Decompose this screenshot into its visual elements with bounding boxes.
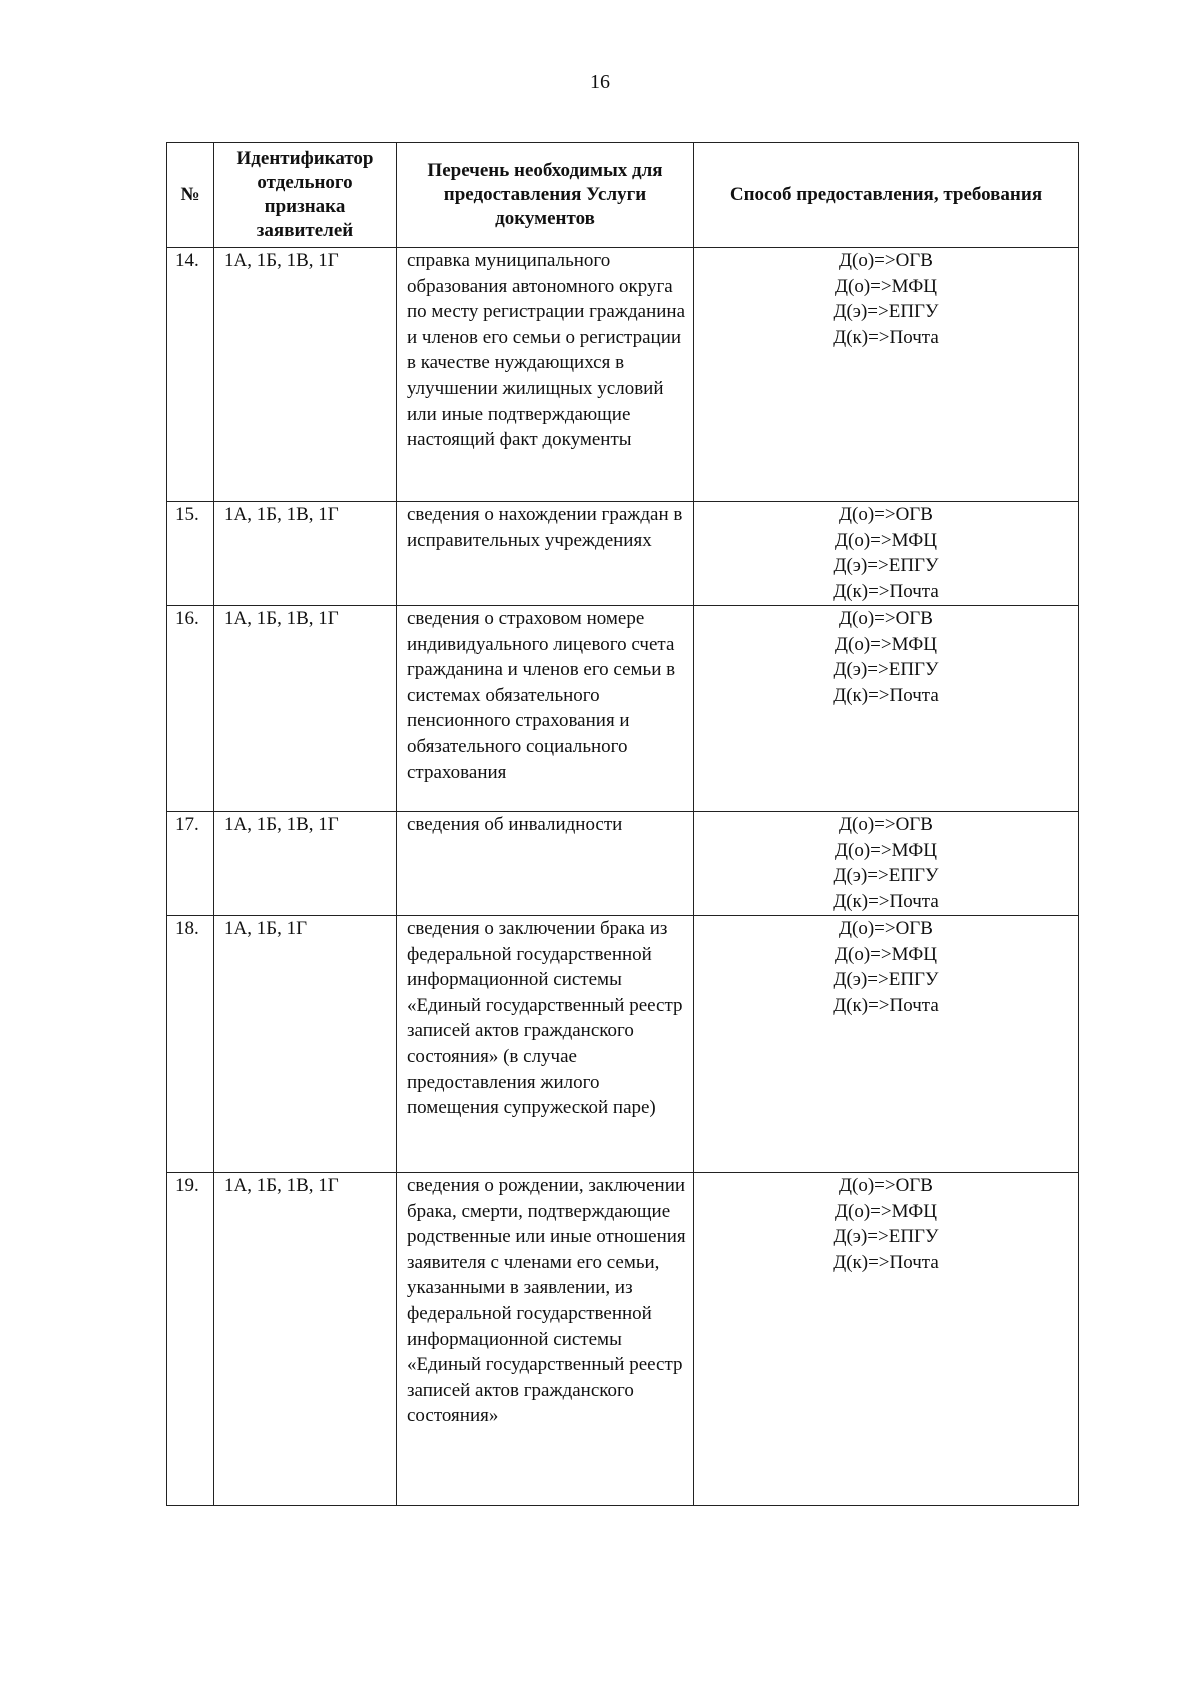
row-identifier: 1А, 1Б, 1Г: [214, 916, 397, 1173]
table-row: [167, 1173, 1079, 1506]
method-line: Д(к)=>Почта: [833, 890, 939, 912]
row-documents: сведения о рождении, заключении брака, смерти, подтверждающие родственные или иные отношения заявителя с членами его семьи, указанными в заявлении, из федеральной государственной информационной системы «Единый государственный реестр записей актов гражданского состояния»: [397, 1173, 694, 1506]
table-row: [167, 248, 1079, 502]
row-methods: [694, 916, 1079, 1173]
method-line: Д(о)=>МФЦ: [835, 1200, 937, 1222]
row-number: 17.: [167, 812, 214, 916]
row-number: 15.: [167, 502, 214, 606]
method-line: Д(э)=>ЕПГУ: [833, 555, 939, 577]
row-documents: справка муниципального образования автономного округа по месту регистрации гражданина и членов его семьи о регистрации в качестве нуждающихся в улучшении жилищных условий или иные подтверждающие настоящий факт документы: [397, 248, 694, 502]
page-number: 16: [590, 71, 610, 93]
method-line: Д(к)=>Почта: [833, 1251, 939, 1273]
method-line: Д(о)=>МФЦ: [835, 529, 937, 551]
table-header-row: [167, 143, 1079, 248]
method-line: Д(о)=>МФЦ: [835, 839, 937, 861]
method-line: Д(э)=>ЕПГУ: [833, 1226, 939, 1248]
method-line: Д(о)=>ОГВ: [839, 250, 933, 271]
method-line: Д(к)=>Почта: [833, 580, 939, 602]
row-documents: сведения об инвалидности: [397, 812, 694, 916]
method-line: Д(э)=>ЕПГУ: [833, 865, 939, 887]
header-num: №: [167, 143, 214, 248]
method-line: Д(о)=>ОГВ: [839, 504, 933, 525]
table-row: [167, 606, 1079, 812]
header-method: Способ предоставления, требования: [694, 143, 1079, 248]
method-line: Д(о)=>МФЦ: [835, 275, 937, 297]
method-line: Д(э)=>ЕПГУ: [833, 659, 939, 681]
method-line: Д(э)=>ЕПГУ: [833, 969, 939, 991]
row-identifier: 1А, 1Б, 1В, 1Г: [214, 606, 397, 812]
row-identifier: 1А, 1Б, 1В, 1Г: [214, 812, 397, 916]
method-line: Д(о)=>ОГВ: [839, 918, 933, 939]
row-methods: [694, 606, 1079, 812]
table-row: [167, 502, 1079, 606]
row-number: 19.: [167, 1173, 214, 1506]
method-line: Д(о)=>МФЦ: [835, 943, 937, 965]
row-methods: [694, 812, 1079, 916]
method-line: Д(э)=>ЕПГУ: [833, 301, 939, 323]
method-line: Д(о)=>МФЦ: [835, 633, 937, 655]
row-methods: [694, 248, 1079, 502]
method-line: Д(к)=>Почта: [833, 684, 939, 706]
header-documents: Перечень необходимых для предоставления Услуги документов: [397, 143, 694, 248]
row-number: 16.: [167, 606, 214, 812]
row-methods: [694, 502, 1079, 606]
table-row: [167, 916, 1079, 1173]
row-number: 18.: [167, 916, 214, 1173]
row-identifier: 1А, 1Б, 1В, 1Г: [214, 502, 397, 606]
row-identifier: 1А, 1Б, 1В, 1Г: [214, 248, 397, 502]
row-documents: сведения о нахождении граждан в исправительных учреждениях: [397, 502, 694, 606]
row-documents: сведения о заключении брака из федеральной государственной информационной системы «Единый государственный реестр записей актов гражданского состояния» (в случае предоставления жилого помещения супружеской паре): [397, 916, 694, 1173]
method-line: Д(к)=>Почта: [833, 994, 939, 1016]
header-identifier: Идентификатор отдельного признака заявителей: [214, 143, 397, 248]
requirements-table: [166, 142, 1079, 1506]
row-documents: сведения о страховом номере индивидуального лицевого счета гражданина и членов его семьи в системах обязательного пенсионного страхования и обязательного социального страхования: [397, 606, 694, 812]
row-methods: [694, 1173, 1079, 1506]
method-line: Д(о)=>ОГВ: [839, 608, 933, 629]
method-line: Д(к)=>Почта: [833, 326, 939, 348]
row-number: 14.: [167, 248, 214, 502]
row-identifier: 1А, 1Б, 1В, 1Г: [214, 1173, 397, 1506]
method-line: Д(о)=>ОГВ: [839, 1175, 933, 1196]
table-row: [167, 812, 1079, 916]
method-line: Д(о)=>ОГВ: [839, 814, 933, 835]
